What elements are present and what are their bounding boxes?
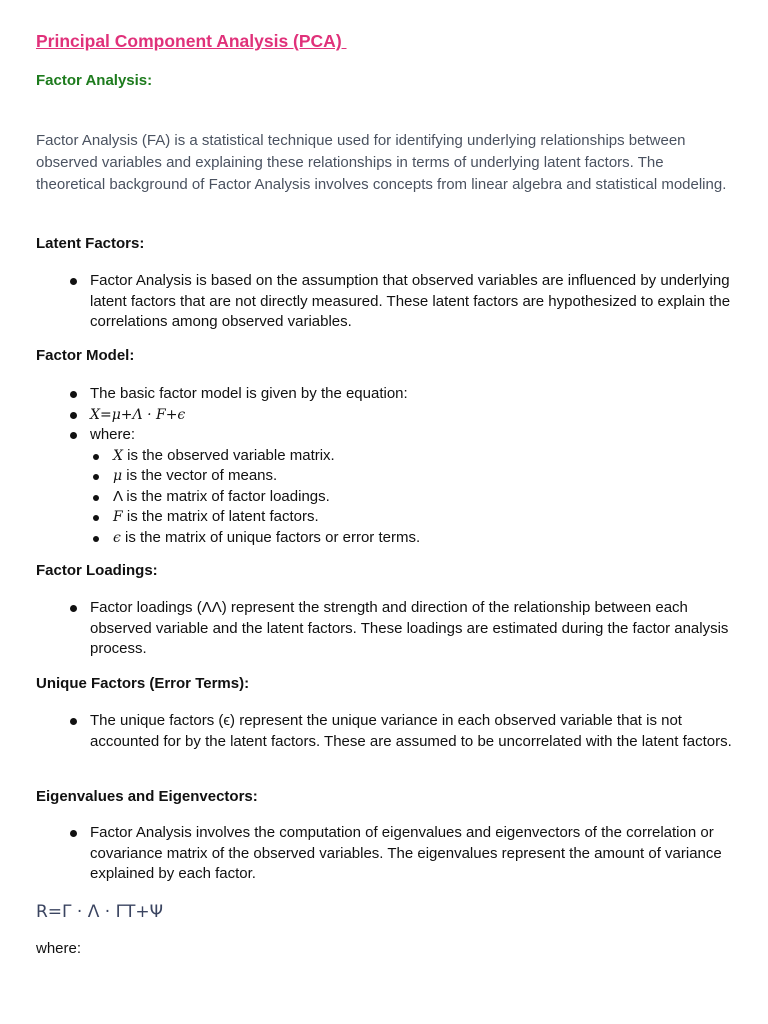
list-item: Factor Analysis involves the computation of eigenvalues and eigenvectors of the correlation or covariance matrix of the observed variables. The eigenvalues represent the amount of variance explained by each factor. — [70, 823, 738, 885]
list-factor-model — [70, 384, 738, 548]
list-eigen — [70, 823, 738, 885]
heading-factor-loadings: Factor Loadings: — [36, 562, 158, 579]
heading-unique-factors: Unique Factors (Error Terms): — [36, 675, 250, 692]
heading-eigen: Eigenvalues and Eigenvectors: — [36, 788, 258, 805]
term-symbol: X — [113, 447, 123, 464]
term-symbol: ϵ — [113, 529, 121, 546]
heading-latent-factors: Latent Factors: — [36, 235, 145, 252]
list-item: The basic factor model is given by the equation: — [70, 384, 738, 405]
list-factor-loadings — [70, 598, 738, 660]
correlation-equation: R=Γ · Λ · ΓT+Ψ — [36, 902, 164, 922]
term-definitions — [70, 446, 738, 549]
list-item: where: — [70, 425, 738, 446]
where-label: where: — [36, 940, 82, 957]
term-item — [93, 507, 738, 528]
term-item — [93, 487, 738, 508]
term-text: is the matrix of factor loadings. — [122, 487, 330, 505]
intro-paragraph: Factor Analysis (FA) is a statistical technique used for identifying underlying relationships between observed variables and explaining these relationships in terms of underlying latent factors. The theoretical background of Factor Analysis involves concepts from linear algebra and statistical modeling. — [36, 132, 727, 193]
term-symbol: Λ — [113, 487, 123, 505]
term-text: is the matrix of latent factors. — [122, 508, 319, 525]
list-item: Factor Analysis is based on the assumption that observed variables are influenced by underlying latent factors that are not directly measured. These latent factors are hypothesized to explain the correlations among observed variables. — [70, 271, 738, 333]
term-item — [93, 446, 738, 467]
heading-factor-model: Factor Model: — [36, 347, 135, 364]
list-item: Factor loadings (ΛΛ) represent the strength and direction of the relationship between each observed variable and the latent factors. These loadings are estimated during the factor analysis process. — [70, 598, 738, 660]
term-text: is the vector of means. — [122, 467, 278, 484]
term-symbol: μ — [113, 468, 123, 484]
page-title: Principal Component Analysis (PCA) — [36, 31, 347, 51]
list-latent-factors — [70, 271, 738, 333]
term-text: is the matrix of unique factors or error terms. — [120, 528, 421, 546]
term-text: is the observed variable matrix. — [122, 446, 335, 464]
section-subtitle: Factor Analysis: — [36, 72, 153, 89]
term-item — [93, 528, 738, 549]
term-symbol: F — [113, 509, 123, 525]
list-unique-factors — [70, 711, 738, 752]
factor-model-equation: X=μ+Λ · F+ϵ — [70, 405, 738, 426]
term-item — [93, 466, 738, 487]
list-item: The unique factors (ϵ) represent the unique variance in each observed variable that is not accounted for by the latent factors. These are assumed to be uncorrelated with the latent factors. — [70, 711, 738, 752]
